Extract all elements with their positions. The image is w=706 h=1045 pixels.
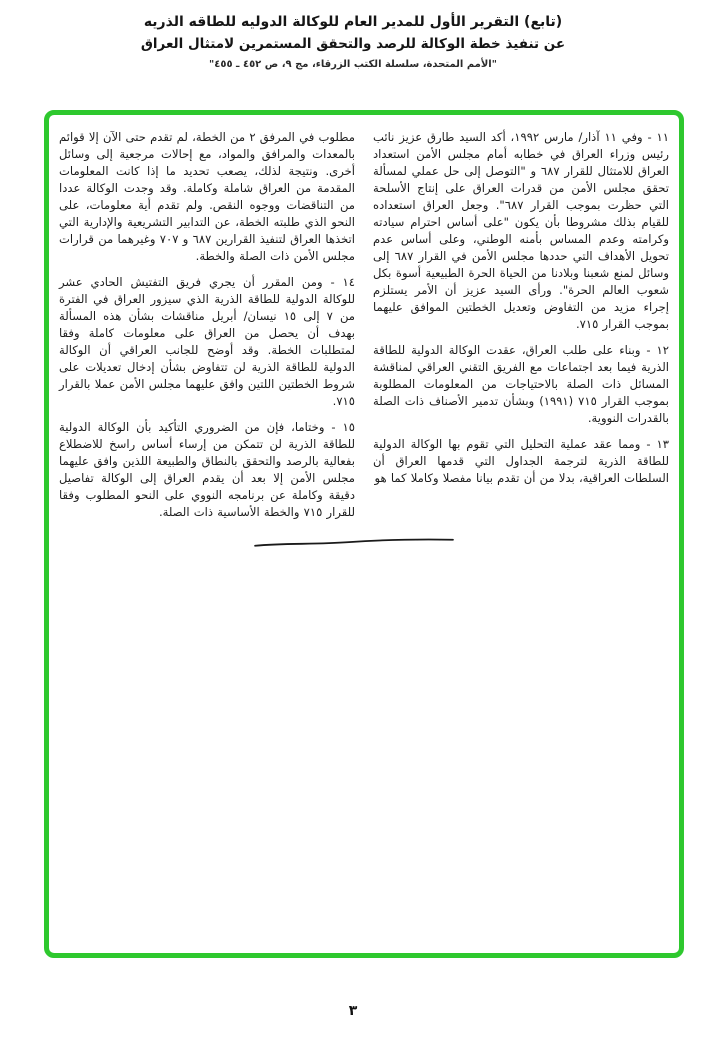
paragraph-15: ١٥ - وختاما، فإن من الضروري التأكيد بأن الوكالة الدولية للطاقة الذرية لن تتمكن من إرساء أساس راسخ للاضطلاع بفعالية بالرصد والتحقق بالنطاق والطبيعة اللذين وافق عليهما مجلس الأمن إلا بعد أن يقدم العراق إلى الوكالة تفاصيل دقيقة وكاملة عن برنامجه النووي على النحو المطلوب وفقا للقرار ٧١٥ والخطة الأساسية ذات الصلة. xyxy=(59,420,355,519)
highlight-frame xyxy=(44,110,684,958)
pen-stroke-mark xyxy=(254,536,454,548)
paragraph-14: ١٤ - ومن المقرر أن يجري فريق التفتيش الحادي عشر للوكالة الدولية للطاقة الذرية الذي سيزور العراق في الفترة من ٧ إلى ١٥ نيسان/ أبريل مناقشات بشأن هذه المسألة بهدف أن يحصل من العراق على معلومات كاملة وفقا لمتطلبات الخطة. وقد أوضح للجانب العراقي أن الوكالة الدولية للطاقة الذرية لن تتفاوض بشأن إدخال تعديلات على شروط الخطتين اللتين وافق عليهما مجلس الأمن عملا بالقرار ٧١٥. xyxy=(59,275,355,408)
paragraph-13-continuation: مطلوب في المرفق ٢ من الخطة، لم تقدم حتى الآن إلا قوائم بالمعدات والمرافق والمواد، مع إحالات مرجعية إلى وسائل أخرى. ونتيجة لذلك، يصعب تحديد ما إذا كانت المعلومات المقدمة من العراق شاملة وكاملة. وقد وجدت الوكالة عددا من التناقضات ووجوه النقص. ولم تقدم أية معلومات، على النحو الذي طلبته الخطة، عن التدابير التشريعية والإدارية التي اتخذها العراق لتنفيذ القرارين ٦٨٧ و ٧٠٧ وغيرهما من قرارات مجلس الأمن ذات الصلة والخطة. xyxy=(59,130,355,263)
document-header xyxy=(0,14,706,70)
column-left xyxy=(59,129,355,530)
page-number: ٣ xyxy=(348,1003,358,1019)
header-source-line: "الأمم المتحدة، سلسلة الكتب الزرقاء، مج ٩، ص ٤٥٢ ـ ٤٥٥" xyxy=(209,59,497,70)
paragraph-12: ١٢ - وبناء على طلب العراق، عقدت الوكالة الدولية للطاقة الذرية فيما بعد اجتماعات مع الفريق التقني العراقي لمناقشة المسائل ذات الصلة بالاحتياجات من المعلومات المطلوبة بموجب القرار ٧١٥ (١٩٩١) وبشأن تدمير الأصناف ذات الصلة بالقدرات النووية. xyxy=(373,343,669,425)
header-title-line1: (تابع) التقرير الأول للمدير العام للوكالة الدوليه للطاقه الذريه xyxy=(143,14,563,30)
paragraph-13: ١٣ - ومما عقد عملية التحليل التي تقوم بها الوكالة الدولية للطاقة الذرية لترجمة الجداول التي قدمها العراق أن السلطات العراقية، بدلا من أن تقدم بيانا مفصلا وكاملا كما هو xyxy=(373,437,669,485)
paragraph-11: ١١ - وفي ١١ آذار/ مارس ١٩٩٢، أكد السيد طارق عزيز نائب رئيس وزراء العراق في خطابه أمام مجلس الأمن استعداد العراق للامتثال للقرار ٦٨٧ و "التوصل إلى حل عملي لمسألة تحقق مجلس الأمن من قدرات العراق على إنتاج الأسلحة التي حظرت بموجب القرار ٦٨٧". وجعل العراق استعداده للقيام بذلك مشروطا بأن يكون "على أساس احترام سيادته وكرامته وعدم المساس بأمنه الوطني، وعلى أساس عدم تحويل الأهداف التي حددها مجلس الأمن في القرار ٦٨٧ إلى وسائل لمنع شعبنا وبلادنا من الحياة الحرة الطبيعية أسوة بكل شعوب العالم الحرة". ورأى السيد عزيز أن الأمر يستلزم إجراء مزيد من التفاوض وتعديل الخطتين الموافق عليهما بموجب القرار ٧١٥. xyxy=(373,130,670,331)
column-right xyxy=(373,129,669,496)
header-title-line2: عن تنفيذ خطة الوكالة للرصد والتحقق المستمرين لامتثال العراق xyxy=(140,36,566,52)
frame-inner xyxy=(49,115,679,953)
two-column-text xyxy=(59,129,669,530)
